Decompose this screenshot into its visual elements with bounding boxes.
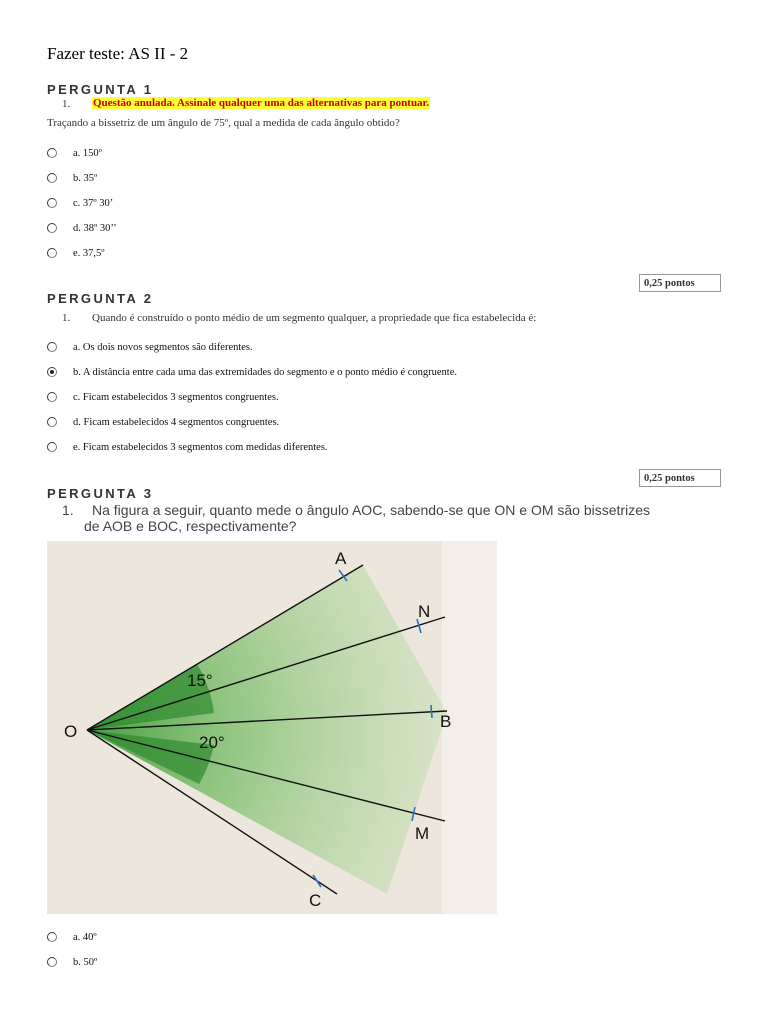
question-2-points: 0,25 pontos (639, 469, 721, 487)
question-1-option-a[interactable]: a. 150º (47, 145, 102, 161)
question-2-heading: PERGUNTA 2 (47, 291, 154, 306)
question-1-annulled-notice: Questão anulada. Assinale qualquer uma das alternativas para pontuar. (93, 97, 430, 109)
bisector-diagram (47, 541, 497, 914)
question-1-number: 1. (62, 98, 71, 110)
label-b: B (440, 712, 452, 731)
question-1-option-d[interactable]: d. 38º 30’’ (47, 220, 117, 236)
radio-icon[interactable] (47, 442, 57, 452)
radio-icon[interactable] (47, 148, 57, 158)
radio-icon[interactable] (47, 932, 57, 942)
question-1-option-b[interactable]: b. 35º (47, 170, 97, 186)
label-a: A (335, 549, 347, 568)
question-1-heading: PERGUNTA 1 (47, 82, 154, 97)
angle-label-15: 15° (187, 671, 213, 690)
radio-icon[interactable] (47, 392, 57, 402)
question-2-option-a[interactable]: a. Os dois novos segmentos são diferentes. (47, 339, 253, 355)
page-title: Fazer teste: AS II - 2 (47, 44, 189, 63)
question-1-option-e[interactable]: e. 37,5º (47, 245, 105, 261)
radio-icon[interactable] (47, 173, 57, 183)
question-3-option-a[interactable]: a. 40º (47, 929, 97, 945)
radio-icon[interactable] (47, 342, 57, 352)
angle-figure (47, 541, 497, 914)
radio-icon[interactable] (47, 248, 57, 258)
question-2-option-b[interactable]: b. A distância entre cada uma das extremidades do segmento e o ponto médio é congruente. (47, 364, 457, 380)
question-3-heading: PERGUNTA 3 (47, 486, 154, 501)
question-3-text: 1. Na figura a seguir, quanto mede o ângulo AOC, sabendo-se que ON e OM são bissetrizes de AOB e BOC, respectivamente? (62, 502, 650, 534)
question-3-option-b[interactable]: b. 50º (47, 954, 97, 970)
label-c: C (309, 891, 322, 910)
question-2-option-e[interactable]: e. Ficam estabelecidos 3 segmentos com medidas diferentes. (47, 439, 328, 455)
label-o: O (64, 722, 78, 741)
question-1-points: 0,25 pontos (639, 274, 721, 292)
label-m: M (415, 824, 430, 843)
question-2-option-d[interactable]: d. Ficam estabelecidos 4 segmentos congruentes. (47, 414, 279, 430)
radio-icon[interactable] (47, 198, 57, 208)
radio-icon[interactable] (47, 417, 57, 427)
question-3-number: 1. (62, 502, 74, 518)
question-2-number: 1. (62, 312, 71, 324)
radio-icon[interactable] (47, 223, 57, 233)
question-2-option-c[interactable]: c. Ficam estabelecidos 3 segmentos congruentes. (47, 389, 279, 405)
label-n: N (418, 602, 431, 621)
question-2-text: Quando é construído o ponto médio de um segmento qualquer, a propriedade que fica estabelecida é: (92, 312, 537, 324)
question-1-option-c[interactable]: c. 37º 30’ (47, 195, 113, 211)
question-1-text: Traçando a bissetriz de um ângulo de 75º, qual a medida de cada ângulo obtido? (47, 117, 400, 129)
radio-checked-icon[interactable] (47, 367, 57, 377)
angle-label-20: 20° (199, 733, 225, 752)
radio-icon[interactable] (47, 957, 57, 967)
